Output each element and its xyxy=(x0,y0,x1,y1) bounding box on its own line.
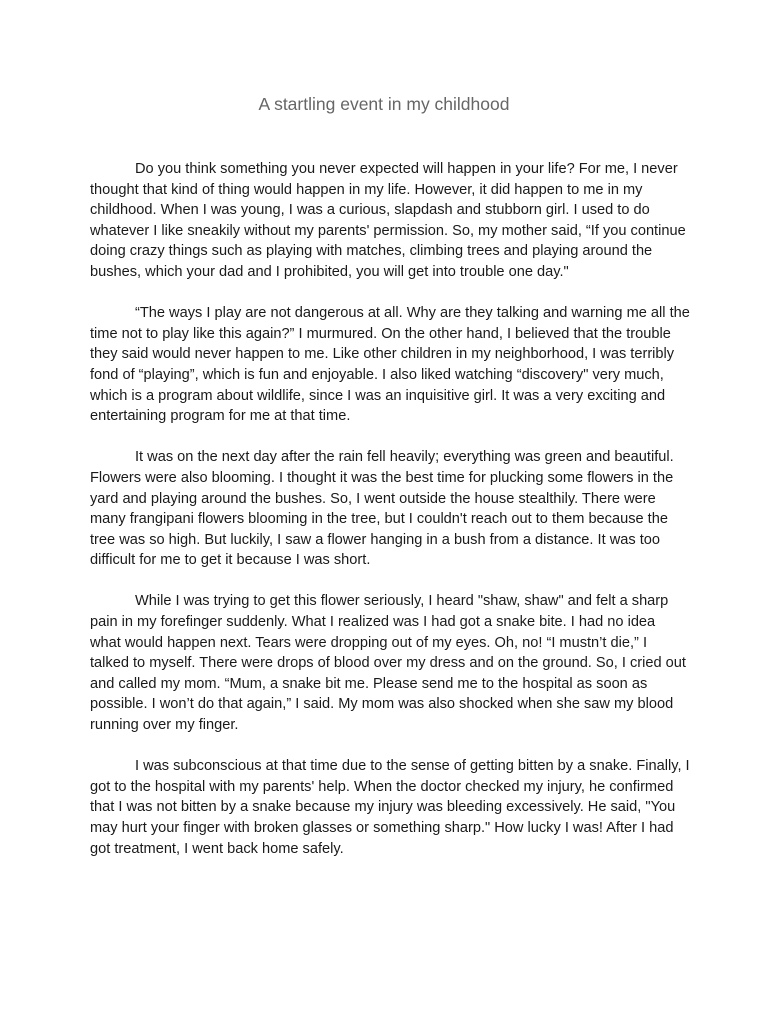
paragraph-3: It was on the next day after the rain fell heavily; everything was green and beautiful. Flowers were also blooming. I thought it was the best time for plucking some flowers in the yard and playing around the bushes. So, I went outside the house stealthily. There were many frangipani flowers blooming in the tree, but I couldn't reach out to them because the tree was so high. But luckily, I saw a flower hanging in a bush from a distance. It was too difficult for me to get it because I was short. xyxy=(90,449,674,569)
document-title: A startling event in my childhood xyxy=(258,94,510,114)
paragraph-4: While I was trying to get this flower seriously, I heard "shaw, shaw" and felt a sharp pain in my forefinger suddenly. What I realized was I had got a snake bite. I had no idea what would happen next. Tears were dropping out of my eyes. Oh, no! “I mustn’t die,” I talked to myself. There were drops of blood over my dress and on the ground. So, I cried out and called my mom. “Mum, a snake bit me. Please send me to the hospital as soon as possible. I won’t do that again,” I said. My mom was also shocked when she saw my blood running over my finger. xyxy=(90,593,686,734)
paragraph-5: I was subconscious at that time due to the sense of getting bitten by a snake. Finally, I got to the hospital with my parents' help. When the doctor checked my injury, he confirmed that I was not bitten by a snake because my injury was bleeding excessively. He said, "You may hurt your finger with broken glasses or something sharp." How lucky I was! After I had got treatment, I went back home safely. xyxy=(90,758,690,857)
document-body xyxy=(90,159,690,859)
paragraph-2: “The ways I play are not dangerous at all. Why are they talking and warning me all the time not to play like this again?” I murmured. On the other hand, I believed that the trouble they said would never happen to me. Like other children in my neighborhood, I was terribly fond of “playing”, which is fun and enjoyable. I also liked watching “discovery" very much, which is a program about wildlife, since I was an inquisitive girl. It was a very exciting and entertaining program for me at that time. xyxy=(90,305,690,425)
paragraph-1: Do you think something you never expected will happen in your life? For me, I never thought that kind of thing would happen in my life. However, it did happen to me in my childhood. When I was young, I was a curious, slapdash and stubborn girl. I used to do whatever I like sneakily without my parents' permission. So, my mother said, “If you continue doing crazy things such as playing with matches, climbing trees and playing around the bushes, which your dad and I prohibited, you will get into trouble one day." xyxy=(90,161,686,280)
